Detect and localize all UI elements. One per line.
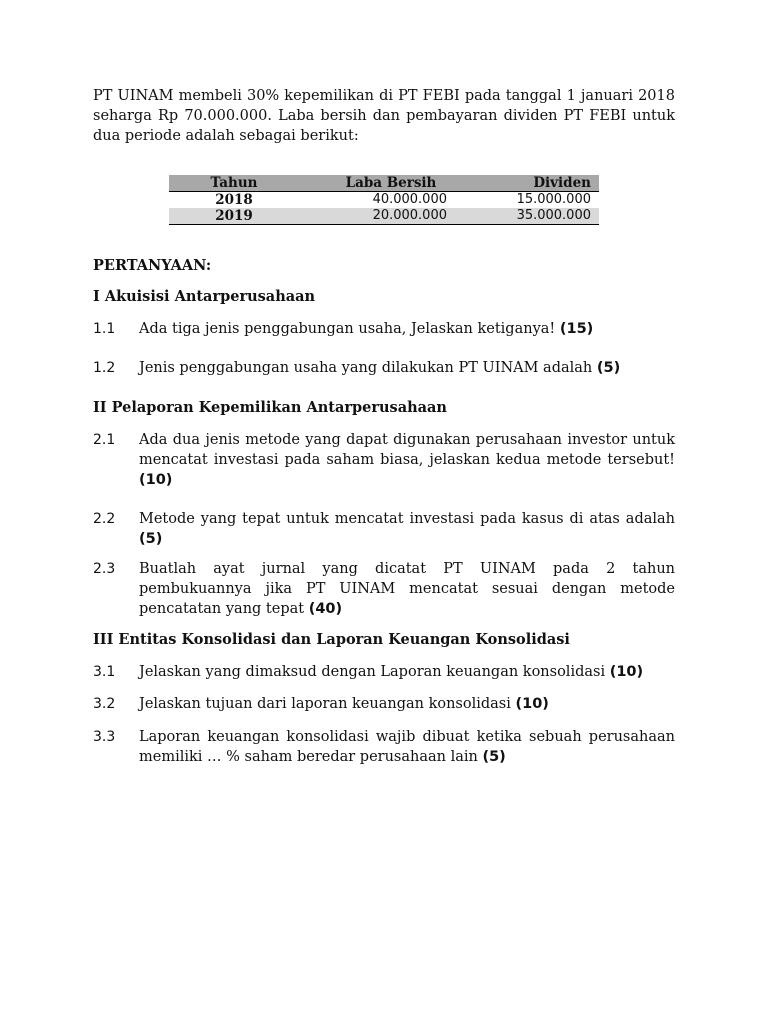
cell-dividen: 35.000.000: [516, 208, 591, 223]
header-tahun: Tahun: [210, 175, 258, 191]
section-title-2: II Pelaporan Kepemilikan Antarperusahaan: [93, 399, 447, 416]
question-text: Jelaskan tujuan dari laporan keuangan konsolidasi (10): [139, 696, 549, 712]
question-points: (10): [139, 472, 173, 488]
question-points: (10): [609, 664, 644, 680]
cell-laba-bersih: 40.000.000: [372, 192, 447, 207]
question-text: Laporan keuangan konsolidasi wajib dibuat ketika sebuah perusahaan memiliki … % saham beredar perusahaan lain (5): [139, 729, 675, 765]
question-points: (10): [515, 696, 549, 712]
question-2-1: [93, 430, 675, 490]
question-points: (5): [139, 531, 163, 547]
pertanyaan-heading: PERTANYAAN:: [93, 257, 212, 274]
question-3-3: [93, 727, 675, 767]
question-text: Buatlah ayat jurnal yang dicatat PT UINAM pada 2 tahun pembukuannya jika PT UINAM mencatat sesuai dengan metode pencatatan yang tepat (40): [139, 561, 675, 617]
question-number: 2.2: [93, 511, 116, 527]
question-text: Ada dua jenis metode yang dapat digunakan perusahaan investor untuk mencatat investasi pada saham biasa, jelaskan kedua metode tersebut! (10): [139, 432, 675, 488]
question-2-2: [93, 509, 675, 549]
question-points: (5): [482, 749, 506, 765]
question-points: (40): [308, 601, 343, 617]
question-number: 2.3: [93, 561, 116, 577]
header-laba-bersih: Laba Bersih: [345, 175, 437, 191]
question-points: (15): [559, 321, 594, 337]
table-row: [169, 208, 599, 225]
question-2-3: [93, 559, 675, 619]
header-dividen: Dividen: [533, 175, 591, 191]
question-text: Jelaskan yang dimaksud dengan Laporan keuangan konsolidasi (10): [139, 664, 644, 680]
question-number: 2.1: [93, 432, 116, 448]
table-row: [169, 192, 599, 208]
cell-laba-bersih: 20.000.000: [372, 208, 447, 223]
question-text: Ada tiga jenis penggabungan usaha, Jelaskan ketiganya! (15): [139, 321, 594, 337]
question-1-1: [93, 319, 675, 339]
question-3-2: [93, 694, 675, 714]
section-title-1: I Akuisisi Antarperusahaan: [93, 288, 316, 305]
section-title-3: III Entitas Konsolidasi dan Laporan Keuangan Konsolidasi: [93, 631, 570, 648]
cell-dividen: 15.000.000: [516, 192, 591, 207]
question-number: 1.2: [93, 360, 116, 376]
question-number: 3.3: [93, 729, 116, 745]
question-3-1: [93, 662, 675, 682]
question-text: Jenis penggabungan usaha yang dilakukan PT UINAM adalah (5): [139, 360, 621, 376]
question-number: 3.2: [93, 696, 116, 712]
cell-year: 2019: [215, 208, 253, 224]
intro-paragraph: PT UINAM membeli 30% kepemilikan di PT FEBI pada tanggal 1 januari 2018 seharga Rp 70.000.000. Laba bersih dan pembayaran dividen PT FEBI untuk dua periode adalah sebagai berikut:: [93, 88, 675, 144]
question-text: Metode yang tepat untuk mencatat investasi pada kasus di atas adalah (5): [139, 511, 675, 547]
question-number: 1.1: [93, 321, 116, 337]
question-points: (5): [596, 360, 621, 376]
cell-year: 2018: [215, 192, 253, 208]
question-1-2: [93, 358, 675, 378]
table-header-row: [169, 175, 599, 192]
question-number: 3.1: [93, 664, 116, 680]
profit-dividend-table: [169, 175, 599, 225]
